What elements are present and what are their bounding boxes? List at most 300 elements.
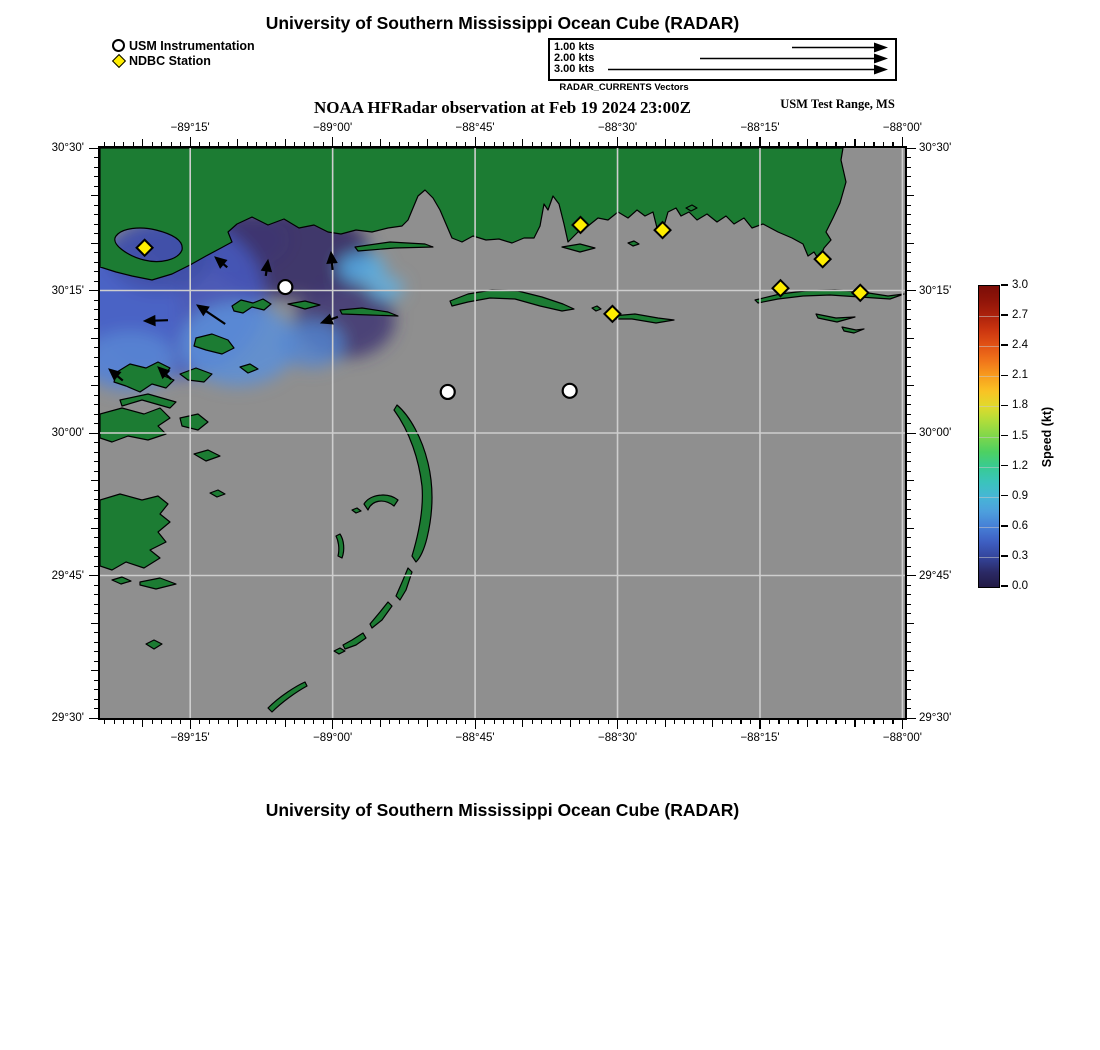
axis-tick xyxy=(370,142,371,146)
axis-tick xyxy=(389,720,390,724)
axis-tick xyxy=(907,290,916,291)
colorbar-segment-line xyxy=(979,557,999,558)
colorbar-tick xyxy=(1001,435,1008,437)
colorbar-tick xyxy=(1001,555,1008,557)
axis-tick xyxy=(323,142,324,146)
axis-tick xyxy=(94,376,98,377)
axis-tick xyxy=(907,309,911,310)
vector-scale-3kt-label: 3.00 kts xyxy=(554,63,595,75)
ndbc-station-marker xyxy=(852,285,868,301)
axis-tick xyxy=(907,642,911,643)
observation-subtitle: NOAA HFRadar observation at Feb 19 2024 23:00Z xyxy=(314,98,691,117)
axis-tick xyxy=(608,142,609,146)
vector-scale-arrows xyxy=(550,40,895,79)
axis-tick xyxy=(513,720,514,724)
land-marsh xyxy=(140,578,176,589)
legend-ndbc-label: NDBC Station xyxy=(129,53,211,68)
land-marsh xyxy=(120,394,176,408)
page-title: University of Southern Mississippi Ocean Cube (RADAR) xyxy=(265,13,740,33)
land-deer-island xyxy=(562,244,595,252)
land-horn-island xyxy=(450,290,574,311)
axis-tick xyxy=(907,195,914,196)
colorbar-tick xyxy=(1001,465,1008,467)
axis-tick xyxy=(437,142,438,146)
colorbar-segment-line xyxy=(979,346,999,347)
axis-tick xyxy=(94,642,98,643)
axis-tick xyxy=(907,594,911,595)
axis-tick xyxy=(636,142,637,146)
axis-tick xyxy=(816,720,817,724)
map-canvas xyxy=(98,146,907,720)
axis-tick xyxy=(313,720,314,724)
axis-tick xyxy=(89,290,98,291)
axis-tick xyxy=(513,142,514,146)
axis-tick xyxy=(551,720,552,724)
axis-tick-label: −89°15' xyxy=(170,732,210,744)
axis-tick xyxy=(627,720,628,724)
axis-tick-label: 30°30' xyxy=(51,142,84,154)
axis-tick xyxy=(907,480,914,481)
axis-tick xyxy=(907,395,911,396)
colorbar-tick-label: 2.1 xyxy=(1012,369,1028,382)
colorbar-tick xyxy=(1001,344,1008,346)
axis-tick xyxy=(342,142,343,146)
axis-tick xyxy=(94,708,98,709)
axis-tick xyxy=(816,142,817,146)
land-chandeleur-piece xyxy=(396,568,412,600)
diamond-icon xyxy=(112,53,126,67)
axis-tick xyxy=(94,404,98,405)
axis-tick xyxy=(209,720,210,724)
axis-tick xyxy=(484,720,485,724)
axis-tick-label: 30°15' xyxy=(51,284,84,297)
colorbar-tick-label: 0.3 xyxy=(1012,549,1028,562)
axis-tick xyxy=(655,720,656,724)
axis-tick xyxy=(380,720,381,727)
axis-tick xyxy=(475,137,476,146)
axis-tick xyxy=(907,575,916,576)
axis-tick xyxy=(247,720,248,724)
vector-scale-box xyxy=(548,38,897,81)
axis-tick xyxy=(907,300,911,301)
colorbar-tick-label: 1.5 xyxy=(1012,429,1028,442)
axis-tick xyxy=(94,309,98,310)
axis-tick xyxy=(104,720,105,724)
axis-tick xyxy=(94,176,98,177)
axis-tick xyxy=(907,490,911,491)
axis-tick xyxy=(907,566,911,567)
colorbar-tick xyxy=(1001,314,1008,316)
axis-tick xyxy=(285,139,286,146)
colorbar-tick xyxy=(1001,284,1008,286)
axis-tick xyxy=(370,720,371,724)
axis-tick xyxy=(907,167,911,168)
axis-tick xyxy=(684,720,685,724)
axis-tick xyxy=(907,404,911,405)
axis-tick xyxy=(703,142,704,146)
land-sliver xyxy=(816,314,855,322)
axis-tick xyxy=(94,680,98,681)
axis-tick xyxy=(399,142,400,146)
axis-tick xyxy=(94,585,98,586)
axis-tick xyxy=(907,461,911,462)
axis-tick xyxy=(907,528,914,529)
vector-scale-1kt-label: 1.00 kts xyxy=(554,41,595,53)
axis-tick xyxy=(89,148,98,149)
colorbar-segment-line xyxy=(979,316,999,317)
colorbar-tick xyxy=(1001,495,1008,497)
axis-tick xyxy=(907,423,911,424)
axis-tick xyxy=(907,205,911,206)
colorbar-tick-label: 1.8 xyxy=(1012,399,1028,412)
axis-tick xyxy=(89,718,98,719)
axis-tick-label: 30°00' xyxy=(919,427,952,439)
colorbar-tick xyxy=(1001,525,1008,527)
colorbar-tick-label: 0.0 xyxy=(1012,580,1028,592)
legend-usm-label: USM Instrumentation xyxy=(129,38,255,53)
axis-tick xyxy=(907,271,911,272)
axis-tick xyxy=(522,139,523,146)
land-marsh xyxy=(180,414,208,430)
axis-tick xyxy=(883,142,884,146)
axis-tick xyxy=(907,718,916,719)
axis-tick xyxy=(750,720,751,724)
axis-tick xyxy=(94,442,98,443)
axis-tick xyxy=(503,720,504,724)
axis-tick xyxy=(892,142,893,146)
axis-tick xyxy=(91,195,98,196)
axis-tick xyxy=(907,699,911,700)
axis-tick xyxy=(361,720,362,724)
axis-tick xyxy=(883,720,884,724)
axis-tick xyxy=(94,423,98,424)
axis-tick xyxy=(907,661,911,662)
land-hook-island xyxy=(364,495,398,510)
axis-tick xyxy=(617,137,618,146)
axis-tick-label: −89°00' xyxy=(313,122,353,134)
axis-tick xyxy=(684,142,685,146)
axis-tick xyxy=(864,720,865,724)
axis-tick xyxy=(285,720,286,727)
axis-tick xyxy=(907,632,911,633)
vector-scale-2kt-label: 2.00 kts xyxy=(554,52,595,64)
axis-tick xyxy=(94,205,98,206)
vector-scale-caption: RADAR_CURRENTS Vectors xyxy=(559,82,689,93)
land-islet xyxy=(592,306,601,311)
axis-tick xyxy=(797,720,798,724)
axis-tick xyxy=(94,328,98,329)
axis-tick xyxy=(907,347,911,348)
axis-tick xyxy=(759,137,760,146)
axis-tick xyxy=(446,720,447,724)
land-layer xyxy=(100,148,904,712)
axis-tick xyxy=(94,518,98,519)
axis-tick-label: 30°30' xyxy=(919,142,952,154)
axis-tick xyxy=(94,300,98,301)
land-islet xyxy=(628,241,639,246)
axis-tick xyxy=(907,338,914,339)
axis-tick xyxy=(190,720,191,729)
axis-tick xyxy=(94,566,98,567)
axis-tick xyxy=(465,142,466,146)
axis-tick xyxy=(465,720,466,724)
axis-tick xyxy=(807,139,808,146)
axis-tick xyxy=(361,142,362,146)
axis-tick xyxy=(907,262,911,263)
axis-tick xyxy=(142,720,143,727)
axis-tick xyxy=(608,720,609,724)
axis-tick xyxy=(89,433,98,434)
axis-tick xyxy=(256,142,257,146)
colorbar-segment-line xyxy=(979,376,999,377)
axis-tick xyxy=(94,604,98,605)
axis-tick xyxy=(408,142,409,146)
axis-tick xyxy=(123,142,124,146)
axis-tick xyxy=(907,518,911,519)
axis-tick xyxy=(769,142,770,146)
axis-tick xyxy=(304,142,305,146)
land-chandeleur-arc xyxy=(394,405,432,562)
axis-tick xyxy=(560,720,561,724)
axis-tick xyxy=(693,142,694,146)
axis-tick xyxy=(114,142,115,146)
axis-tick xyxy=(907,366,911,367)
axis-tick xyxy=(294,142,295,146)
axis-tick xyxy=(907,670,914,671)
axis-tick xyxy=(399,720,400,724)
axis-tick xyxy=(907,509,911,510)
axis-tick xyxy=(835,142,836,146)
axis-tick xyxy=(503,142,504,146)
land-sliver xyxy=(336,534,344,558)
axis-tick xyxy=(484,142,485,146)
axis-tick xyxy=(94,252,98,253)
axis-tick xyxy=(446,142,447,146)
axis-tick xyxy=(91,480,98,481)
axis-tick xyxy=(541,720,542,724)
axis-tick xyxy=(94,414,98,415)
axis-tick xyxy=(579,720,580,724)
land-marsh xyxy=(100,408,170,442)
axis-tick xyxy=(532,720,533,724)
axis-tick xyxy=(91,385,98,386)
axis-tick xyxy=(247,142,248,146)
axis-tick xyxy=(351,142,352,146)
region-label: USM Test Range, MS xyxy=(780,97,895,111)
axis-tick xyxy=(142,139,143,146)
axis-tick xyxy=(323,720,324,724)
axis-tick xyxy=(418,720,419,724)
axis-tick xyxy=(902,137,903,146)
axis-tick xyxy=(826,142,827,146)
axis-tick xyxy=(209,142,210,146)
axis-tick xyxy=(522,720,523,727)
axis-tick xyxy=(750,142,751,146)
axis-tick xyxy=(845,142,846,146)
colorbar-tick-label: 0.6 xyxy=(1012,519,1028,532)
colorbar-segment-line xyxy=(979,467,999,468)
axis-tick xyxy=(91,243,98,244)
axis-tick xyxy=(722,720,723,724)
axis-tick xyxy=(237,139,238,146)
axis-tick xyxy=(427,139,428,146)
axis-tick xyxy=(266,720,267,724)
colorbar-tick xyxy=(1001,375,1008,377)
axis-tick xyxy=(94,547,98,548)
axis-tick xyxy=(907,651,911,652)
axis-tick xyxy=(907,328,911,329)
usm-instrumentation-marker xyxy=(441,385,455,399)
axis-tick xyxy=(351,720,352,724)
axis-tick xyxy=(873,142,874,146)
axis-tick xyxy=(907,385,914,386)
colorbar-tick-label: 1.2 xyxy=(1012,459,1028,472)
axis-tick xyxy=(674,142,675,146)
radar-speed-field xyxy=(100,208,404,391)
axis-tick xyxy=(418,142,419,146)
axis-tick xyxy=(907,186,911,187)
axis-tick xyxy=(171,142,172,146)
axis-tick xyxy=(797,142,798,146)
axis-tick xyxy=(94,366,98,367)
axis-tick xyxy=(94,281,98,282)
axis-tick xyxy=(907,537,911,538)
axis-tick-label: 29°30' xyxy=(919,712,952,724)
colorbar-tick-label: 2.4 xyxy=(1012,339,1028,352)
land-islet xyxy=(352,508,361,513)
axis-tick xyxy=(570,720,571,727)
axis-tick xyxy=(674,720,675,724)
land-islet xyxy=(146,640,162,649)
axis-tick xyxy=(907,376,911,377)
axis-tick xyxy=(218,720,219,724)
axis-tick xyxy=(91,670,98,671)
axis-tick xyxy=(94,224,98,225)
axis-tick-label: 29°30' xyxy=(51,712,84,724)
axis-tick xyxy=(589,720,590,724)
axis-tick xyxy=(94,452,98,453)
axis-tick xyxy=(907,442,911,443)
axis-tick xyxy=(228,142,229,146)
axis-tick xyxy=(807,720,808,727)
land-chandeleur-piece xyxy=(343,633,366,649)
axis-tick xyxy=(873,720,874,724)
axis-tick xyxy=(788,142,789,146)
axis-tick xyxy=(94,233,98,234)
axis-tick xyxy=(907,357,911,358)
axis-tick-label: −89°15' xyxy=(170,122,210,134)
axis-tick-label: −89°00' xyxy=(313,732,353,744)
axis-tick xyxy=(161,142,162,146)
axis-tick xyxy=(342,720,343,724)
axis-tick xyxy=(740,142,741,146)
axis-tick xyxy=(693,720,694,724)
axis-tick-label: 29°45' xyxy=(51,569,84,582)
axis-tick-label: −88°30' xyxy=(597,732,638,744)
axis-tick xyxy=(551,142,552,146)
axis-tick xyxy=(579,142,580,146)
axis-tick xyxy=(778,720,779,724)
land-marsh-main xyxy=(100,494,170,570)
axis-tick xyxy=(835,720,836,724)
axis-tick xyxy=(907,224,911,225)
axis-tick xyxy=(389,142,390,146)
axis-tick xyxy=(94,214,98,215)
axis-tick xyxy=(907,471,911,472)
axis-tick xyxy=(180,142,181,146)
axis-tick-label: 30°00' xyxy=(51,427,84,439)
colorbar-tick xyxy=(1001,585,1008,587)
colorbar-segment-line xyxy=(979,497,999,498)
colorbar-segment-line xyxy=(979,406,999,407)
axis-tick xyxy=(532,142,533,146)
axis-tick xyxy=(94,271,98,272)
axis-tick xyxy=(712,139,713,146)
axis-tick xyxy=(91,623,98,624)
axis-tick xyxy=(907,157,911,158)
axis-tick xyxy=(826,720,827,724)
axis-tick xyxy=(722,142,723,146)
axis-tick xyxy=(907,243,914,244)
axis-tick xyxy=(94,699,98,700)
colorbar-segment-line xyxy=(979,527,999,528)
axis-tick xyxy=(332,137,333,146)
land-sliver xyxy=(842,327,864,333)
axis-tick xyxy=(712,720,713,727)
colorbar-segment-line xyxy=(979,437,999,438)
axis-tick xyxy=(94,395,98,396)
axis-tick xyxy=(94,509,98,510)
axis-tick xyxy=(541,142,542,146)
land-marsh xyxy=(194,450,220,461)
axis-tick xyxy=(380,139,381,146)
usm-instrumentation-marker xyxy=(278,280,292,294)
axis-tick xyxy=(627,142,628,146)
axis-tick xyxy=(190,137,191,146)
axis-tick xyxy=(94,594,98,595)
map-svg xyxy=(100,148,905,718)
axis-tick xyxy=(94,157,98,158)
axis-tick xyxy=(104,142,105,146)
speed-colorbar xyxy=(978,285,1000,588)
circle-icon xyxy=(112,39,125,52)
axis-tick xyxy=(864,142,865,146)
axis-tick xyxy=(907,148,916,149)
axis-tick xyxy=(275,720,276,724)
axis-tick xyxy=(152,720,153,724)
axis-tick xyxy=(237,720,238,727)
axis-tick-label: −88°00' xyxy=(882,122,922,134)
axis-tick xyxy=(907,499,911,500)
axis-tick-label: 29°45' xyxy=(919,569,952,582)
axis-tick xyxy=(731,720,732,724)
axis-tick xyxy=(94,262,98,263)
legend-item-ndbc xyxy=(113,53,211,68)
axis-tick xyxy=(94,661,98,662)
axis-tick xyxy=(907,281,911,282)
colorbar-tick-label: 3.0 xyxy=(1012,279,1028,291)
axis-tick xyxy=(589,142,590,146)
axis-tick xyxy=(94,537,98,538)
axis-tick xyxy=(94,347,98,348)
axis-tick xyxy=(94,490,98,491)
axis-tick xyxy=(133,720,134,724)
axis-tick xyxy=(665,139,666,146)
axis-tick xyxy=(437,720,438,724)
axis-tick xyxy=(114,720,115,724)
axis-tick xyxy=(636,720,637,724)
axis-tick-label: −88°00' xyxy=(882,732,922,744)
